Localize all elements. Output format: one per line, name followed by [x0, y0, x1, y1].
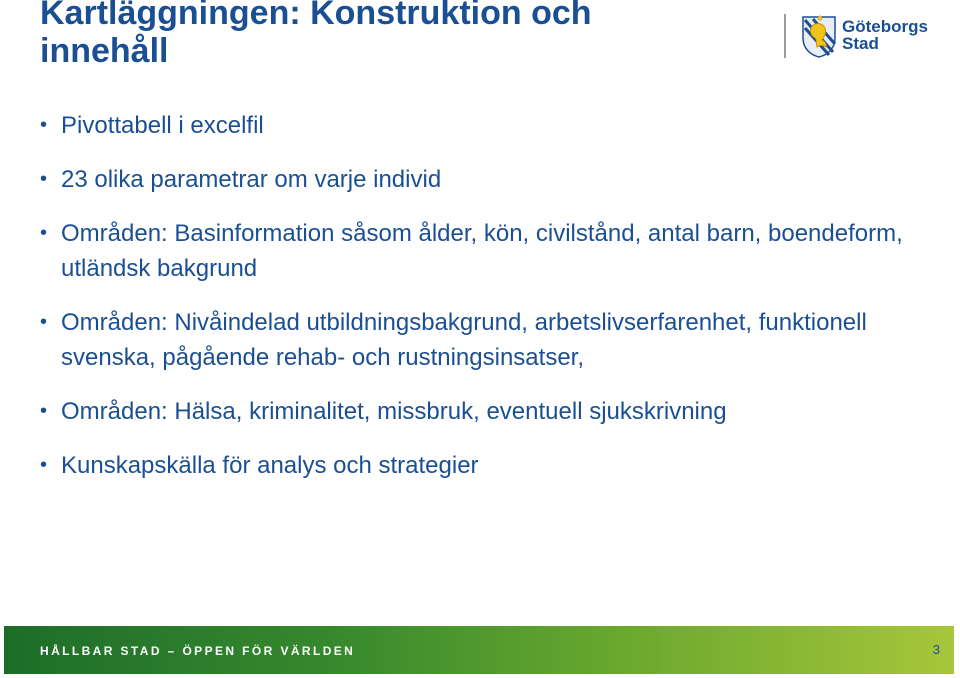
bullet-item	[40, 162, 920, 197]
bullet-dot-icon: •	[40, 168, 48, 190]
goteborgs-stad-logo	[784, 12, 934, 60]
bullet-text: Kunskapskälla för analys och strategier	[61, 452, 479, 479]
bullet-dot-icon: •	[40, 222, 48, 244]
footer-tagline: HÅLLBAR STAD – ÖPPEN FÖR VÄRLDEN	[40, 644, 356, 658]
logo-text-line-2: Stad	[842, 34, 879, 53]
bullet-list	[40, 108, 920, 502]
footer	[0, 626, 960, 678]
slide-title	[40, 0, 740, 70]
bullet-text: 23 olika parametrar om varje individ	[61, 166, 442, 193]
bullet-text: Områden: Hälsa, kriminalitet, missbruk, eventuell sjukskrivning	[61, 398, 727, 425]
bullet-dot-icon: •	[40, 454, 48, 476]
logo-text-line-1: Göteborgs	[842, 17, 928, 36]
page-number: 3	[932, 642, 940, 657]
bullet-item	[40, 448, 920, 483]
bullet-dot-icon: •	[40, 311, 48, 333]
goteborg-crest-icon	[800, 14, 838, 58]
bullet-item	[40, 305, 920, 375]
logo-text	[842, 18, 928, 52]
slide-title-line-2: innehåll	[40, 32, 169, 70]
logo-divider	[784, 14, 786, 58]
bullet-dot-icon: •	[40, 114, 48, 136]
bullet-dot-icon: •	[40, 400, 48, 422]
bullet-item	[40, 216, 920, 286]
bullet-item	[40, 108, 920, 143]
bullet-text: Pivottabell i excelfil	[61, 112, 264, 139]
bullet-text: Områden: Basinformation såsom ålder, kön, civilstånd, antal barn, boendeform, utländsk bakgrund	[61, 220, 903, 282]
slide-title-line-1: Kartläggningen: Konstruktion och	[40, 0, 592, 32]
footer-bar	[4, 626, 954, 674]
bullet-text: Områden: Nivåindelad utbildningsbakgrund, arbetslivserfarenhet, funktionell svenska, pågående rehab- och rustningsinsatser,	[61, 309, 867, 371]
bullet-item	[40, 394, 920, 429]
